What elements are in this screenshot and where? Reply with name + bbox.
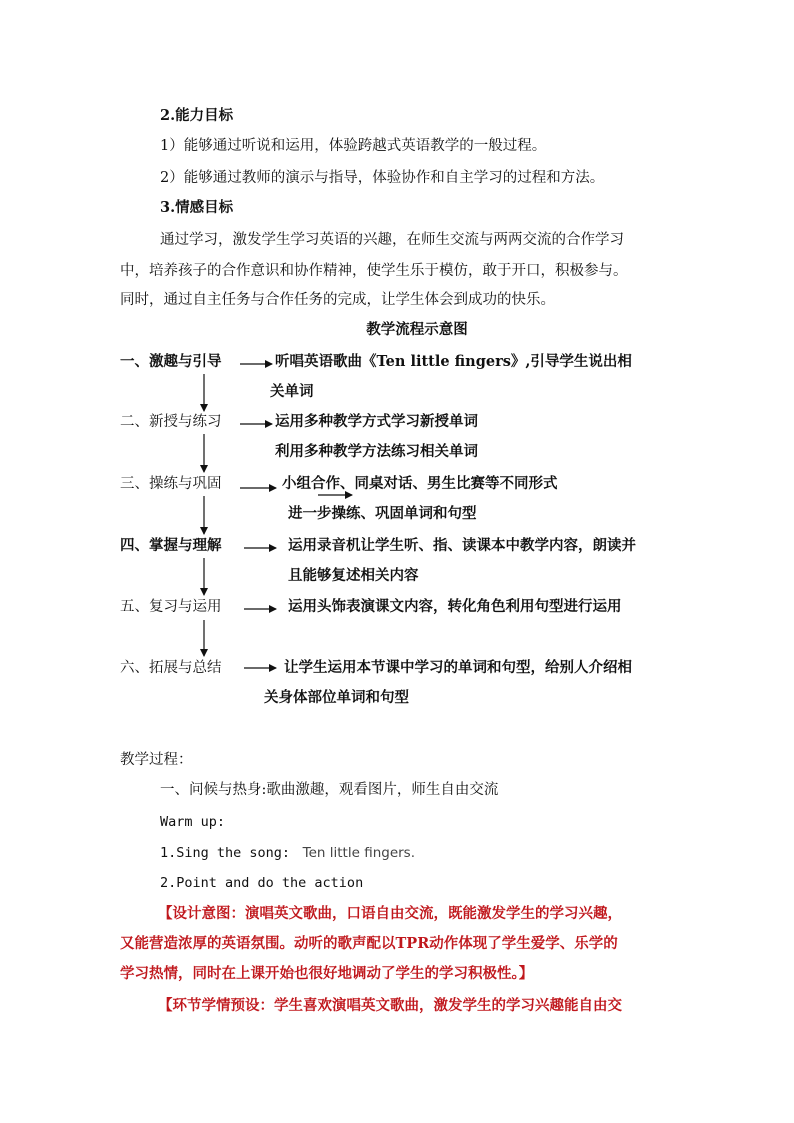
flow-step-2-desc-1: 运用多种教学方式学习新授单词 bbox=[275, 413, 478, 430]
warmup-step-2: 2.Point and do the action bbox=[160, 875, 364, 891]
emotion-paragraph-line-3: 同时，通过自主任务与合作任务的完成，让学生体会到成功的快乐。 bbox=[120, 292, 555, 308]
flow-step-6-label: 六、拓展与总结 bbox=[120, 660, 222, 676]
ability-item-2: 2）能够通过教师的演示与指导，体验协作和自主学习的过程和方法。 bbox=[160, 170, 605, 186]
flow-step-6-desc-1: 让学生运用本节课中学习的单词和句型，给别人介绍相 bbox=[284, 659, 632, 676]
design-intent-line-3: 学习热情，同时在上课开始也很好地调动了学生的学习积极性。】 bbox=[120, 965, 534, 982]
flowchart-title: 教学流程示意图 bbox=[366, 321, 468, 338]
flow-step-3-label: 三、操练与巩固 bbox=[120, 476, 222, 492]
flow-step-3-desc-2: 进一步操练、巩固单词和句型 bbox=[288, 505, 477, 522]
warmup-step-1-prefix: 1.Sing the song: bbox=[160, 845, 291, 861]
design-intent-line-1: 【设计意图：演唱英文歌曲，口语自由交流，既能激发学生的学习兴趣， bbox=[158, 905, 622, 922]
warmup-label: Warm up: bbox=[160, 814, 226, 830]
flow-step-4-label: 四、掌握与理解 bbox=[120, 537, 222, 554]
flow-step-4-desc-1: 运用录音机让学生听、指、读课本中教学内容，朗读并 bbox=[288, 537, 636, 554]
flow-step-1-desc-1: 听唱英语歌曲《Ten little fingers》,引导学生说出相 bbox=[275, 353, 632, 370]
warmup-step-1 bbox=[160, 843, 415, 863]
emotion-paragraph-line-1: 通过学习，激发学生学习英语的兴趣，在师生交流与两两交流的合作学习 bbox=[160, 232, 624, 248]
flow-step-3-desc-1: 小组合作、同桌对话、男生比赛等不同形式 bbox=[282, 475, 558, 492]
flow-step-2-label: 二、新授与练习 bbox=[120, 414, 222, 430]
song-title: Ten little fingers. bbox=[302, 845, 416, 861]
flow-step-5-label: 五、复习与运用 bbox=[120, 599, 222, 615]
flow-step-1-label: 一、激趣与引导 bbox=[120, 353, 222, 370]
emotion-heading: 3.情感目标 bbox=[160, 199, 234, 216]
ability-heading: 2.能力目标 bbox=[160, 107, 234, 124]
emotion-paragraph-line-2: 中，培养孩子的合作意识和协作精神，使学生乐于模仿，敢于开口，积极参与。 bbox=[120, 263, 628, 279]
ability-item-1: 1）能够通过听说和运用，体验跨越式英语教学的一般过程。 bbox=[160, 138, 547, 154]
process-section-1: 一、问候与热身:歌曲激趣，观看图片，师生自由交流 bbox=[160, 782, 499, 798]
flow-step-2-desc-2: 利用多种教学方法练习相关单词 bbox=[275, 443, 478, 460]
learning-preset-line-1: 【环节学情预设：学生喜欢演唱英文歌曲，激发学生的学习兴趣能自由交 bbox=[158, 997, 622, 1014]
flow-step-4-desc-2: 且能够复述相关内容 bbox=[288, 567, 419, 584]
flow-step-1-desc-2: 关单词 bbox=[270, 383, 314, 400]
process-heading: 教学过程： bbox=[120, 752, 193, 768]
flow-step-6-desc-2: 关身体部位单词和句型 bbox=[264, 689, 409, 706]
design-intent-line-2: 又能营造浓厚的英语氛围。动听的歌声配以TPR动作体现了学生爱学、乐学的 bbox=[120, 935, 618, 952]
flow-step-5-desc-1: 运用头饰表演课文内容，转化角色利用句型进行运用 bbox=[288, 598, 622, 615]
